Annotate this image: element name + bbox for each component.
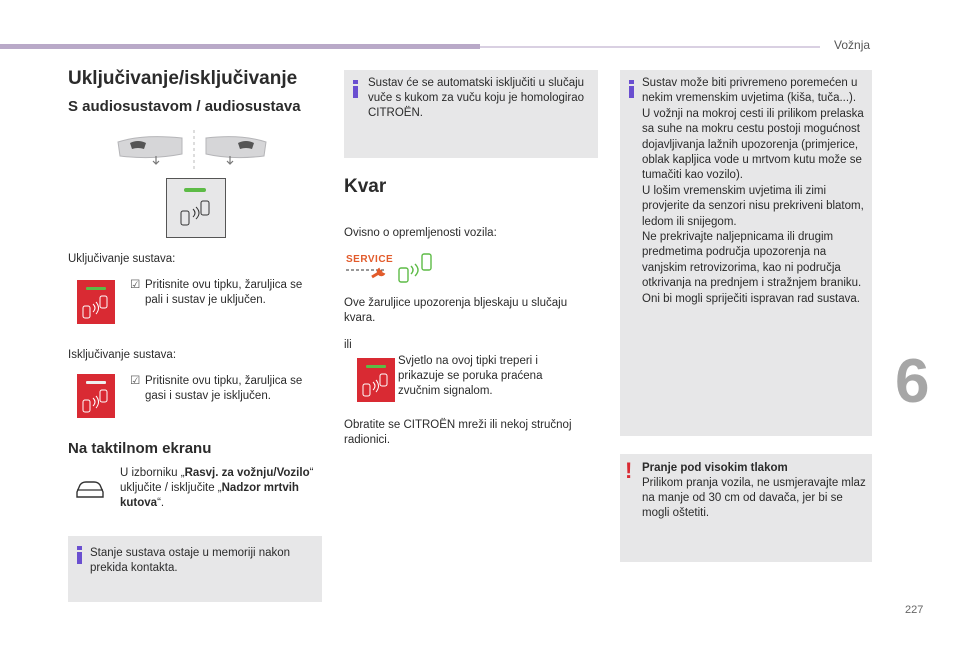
off-text: Pritisnite ovu tipku, žaruljica se gasi i sustav je isključen. bbox=[145, 375, 303, 402]
service-label: SERVICE bbox=[346, 254, 394, 265]
header-bar-light bbox=[480, 46, 820, 48]
chapter-number: 6 bbox=[895, 347, 930, 416]
menu-item-name: Nadzor mrtvih kutova bbox=[120, 482, 299, 509]
warning-text: Prilikom pranja vozila, ne usmjeravajte mlaz na manje od 30 cm od davača, jer bi se mogli oštetiti. bbox=[642, 477, 866, 519]
warning-icon: ! bbox=[625, 458, 633, 483]
on-text: Pritisnite ovu tipku, žaruljica se pali i sustav je uključen. bbox=[145, 279, 303, 306]
warning-title: Pranje pod visokim tlakom bbox=[642, 462, 788, 474]
weather-info: Sustav može biti privremeno poremećen u nekim vremenskim uvjetima (kiša, tuča...). U vožnji na mokroj cesti ili prilikom prelaska sa suhe na mokru cestu postoji mogućnost dojavljivanja lažnih upozorenja (primjerice, oblak kapljica vode u mrtvom kutu može se tumačiti kao vozilo). U lošim vremenskim uvjetima ili zimi provjerite da senzori nisu prekriveni blatom, ledom ili snijegom. Ne prekrivajte naljepnicama ili drugim predmetima područja upozorenja na vanjskim retrovizorima, kao ni područja otkrivanja na prednjem i stražnjem braniku. Oni bi mogli spriječiti ispravan rad sustava. bbox=[642, 77, 864, 305]
warning-content bbox=[642, 461, 868, 521]
page-title: Uključivanje/isključivanje bbox=[68, 68, 298, 89]
blind-spot-button-icon bbox=[77, 280, 115, 324]
touch-text: U izborniku „Rasvj. za vožnju/Vozilo“ uključite / isključite „Nadzor mrtvih kutova“. bbox=[120, 467, 314, 509]
fault-title: Kvar bbox=[344, 176, 387, 197]
subtitle-audio: S audiosustavom / audiosustava bbox=[68, 98, 301, 115]
button-flash-text: Svjetlo na ovoj tipki treperi i prikazuje se poruka praćena zvučnim signalom. bbox=[398, 355, 543, 397]
bullet-icon: ☑ bbox=[130, 375, 141, 387]
towing-info: Sustav će se automatski isključiti u slučaju vuče s kukom za vuču koju je homologirao CITROËN. bbox=[368, 77, 585, 119]
warning-box bbox=[620, 454, 872, 562]
service-wrench-icon bbox=[346, 254, 394, 288]
lamps-text: Ove žaruljice upozorenja bljeskaju u slučaju kvara. bbox=[344, 297, 568, 324]
blind-spot-button-icon bbox=[77, 374, 115, 418]
info-box bbox=[344, 70, 598, 158]
touch-title: Na taktilnom ekranu bbox=[68, 440, 212, 457]
section-title: Vožnja bbox=[834, 38, 871, 52]
depends-text: Ovisno o opremljenosti vozila: bbox=[344, 227, 497, 239]
page-number: 227 bbox=[905, 604, 924, 616]
mirror-icon bbox=[112, 128, 272, 174]
car-icon bbox=[74, 478, 106, 500]
info-icon bbox=[77, 546, 82, 564]
off-label: Isključivanje sustava: bbox=[68, 349, 177, 361]
bullet-icon: ☑ bbox=[130, 279, 141, 291]
blind-spot-button-icon bbox=[357, 358, 395, 402]
header-bar bbox=[0, 44, 480, 49]
info-icon bbox=[353, 80, 358, 98]
info-icon bbox=[629, 80, 634, 98]
contact-text: Obratite se CITROËN mreži ili nekoj stručnoj radionici. bbox=[344, 419, 572, 446]
info-box bbox=[68, 536, 322, 602]
info-box bbox=[620, 70, 872, 436]
info-text: Stanje sustava ostaje u memoriji nakon prekida kontakta. bbox=[90, 547, 291, 574]
on-label: Uključivanje sustava: bbox=[68, 253, 176, 265]
blind-spot-lamp-icon bbox=[396, 252, 440, 286]
or-text: ili bbox=[344, 339, 352, 351]
menu-name: Rasvj. za vožnju/Vozilo bbox=[184, 467, 310, 479]
blind-spot-button-icon bbox=[166, 178, 226, 238]
